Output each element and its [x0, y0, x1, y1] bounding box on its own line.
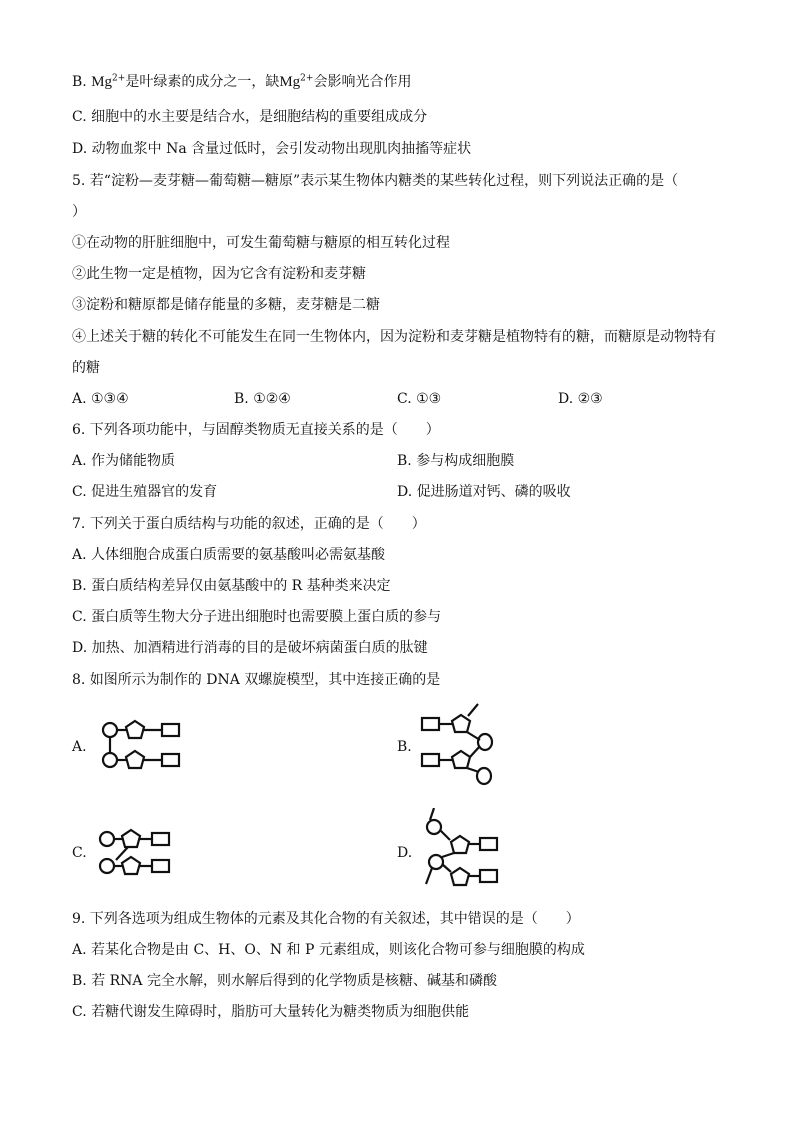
- q9-option-c: C. 若糖代谢发生障碍时，脂肪可大量转化为糖类物质为细胞供能: [72, 1004, 470, 1020]
- q6-option-b: B. 参与构成细胞膜: [397, 453, 515, 469]
- q9-stem: 9. 下列各选项为组成生物体的元素及其化合物的有关叙述，其中错误的是（ ）: [72, 911, 580, 927]
- dna-model-d: [420, 808, 502, 888]
- q6-option-d: D. 促进肠道对钙、磷的吸收: [397, 484, 571, 500]
- q5-option-c: C. ①③: [397, 391, 442, 407]
- q5-statement-1: ①在动物的肝脏细胞中，可发生葡萄糖与糖原的相互转化过程: [72, 235, 450, 251]
- q5-statement-3: ③淀粉和糖原都是储存能量的多糖，麦芽糖是二糖: [72, 297, 380, 313]
- q7-stem: 7. 下列关于蛋白质结构与功能的叙述，正确的是（ ）: [72, 516, 426, 532]
- q5-option-d: D. ②③: [558, 391, 603, 407]
- q5-option-b: B. ①②④: [234, 391, 291, 407]
- option-b-mg: B. $Mg^{2+}$是叶绿素的成分之一，缺$Mg^{2+}$会影响光合作用: [72, 73, 412, 90]
- option-d-na: D. 动物血浆中 Na 含量过低时，会引发动物出现肌肉抽搐等症状: [72, 141, 472, 157]
- q6-stem: 6. 下列各项功能中，与固醇类物质无直接关系的是（ ）: [72, 422, 440, 438]
- q8-label-b: B.: [397, 739, 412, 755]
- q5-statement-2: ②此生物一定是植物，因为它含有淀粉和麦芽糖: [72, 266, 366, 282]
- q8-label-a: A.: [72, 739, 87, 755]
- q5-stem-cont: ）: [72, 204, 86, 220]
- q6-option-a: A. 作为储能物质: [72, 453, 176, 469]
- q8-label-c: C.: [72, 845, 87, 861]
- q7-option-b: B. 蛋白质结构差异仅由氨基酸中的 R 基种类来决定: [72, 578, 391, 594]
- q9-option-b: B. 若 RNA 完全水解，则水解后得到的化学物质是核糖、碱基和磷酸: [72, 973, 497, 989]
- q5-option-a: A. ①③④: [72, 391, 129, 407]
- q9-option-a: A. 若某化合物是由 C、H、O、N 和 P 元素组成，则该化合物可参与细胞膜的构成: [72, 942, 585, 958]
- dna-model-c: [94, 826, 174, 886]
- q7-option-a: A. 人体细胞合成蛋白质需要的氨基酸叫必需氨基酸: [72, 547, 386, 563]
- q5-statement-4-cont: 的糖: [72, 360, 100, 376]
- q8-stem: 8. 如图所示为制作的 DNA 双螺旋模型，其中连接正确的是: [72, 672, 441, 688]
- q6-option-c: C. 促进生殖器官的发育: [72, 484, 218, 500]
- dna-model-b: [418, 702, 498, 786]
- option-c-water: C. 细胞中的水主要是结合水，是细胞结构的重要组成成分: [72, 109, 428, 125]
- q7-option-c: C. 蛋白质等生物大分子进出细胞时也需要膜上蛋白质的参与: [72, 609, 442, 625]
- dna-model-a: [96, 716, 188, 774]
- q5-statement-4: ④上述关于糖的转化不可能发生在同一生物体内，因为淀粉和麦芽糖是植物特有的糖，而糖原是动物特有: [72, 329, 716, 345]
- q8-label-d: D.: [397, 845, 413, 861]
- q7-option-d: D. 加热、加酒精进行消毒的目的是破坏病菌蛋白质的肽键: [72, 640, 428, 656]
- q5-stem: 5. 若“淀粉—麦芽糖—葡萄糖—糖原”表示某生物体内糖类的某些转化过程，则下列说法正确的是（: [72, 173, 679, 189]
